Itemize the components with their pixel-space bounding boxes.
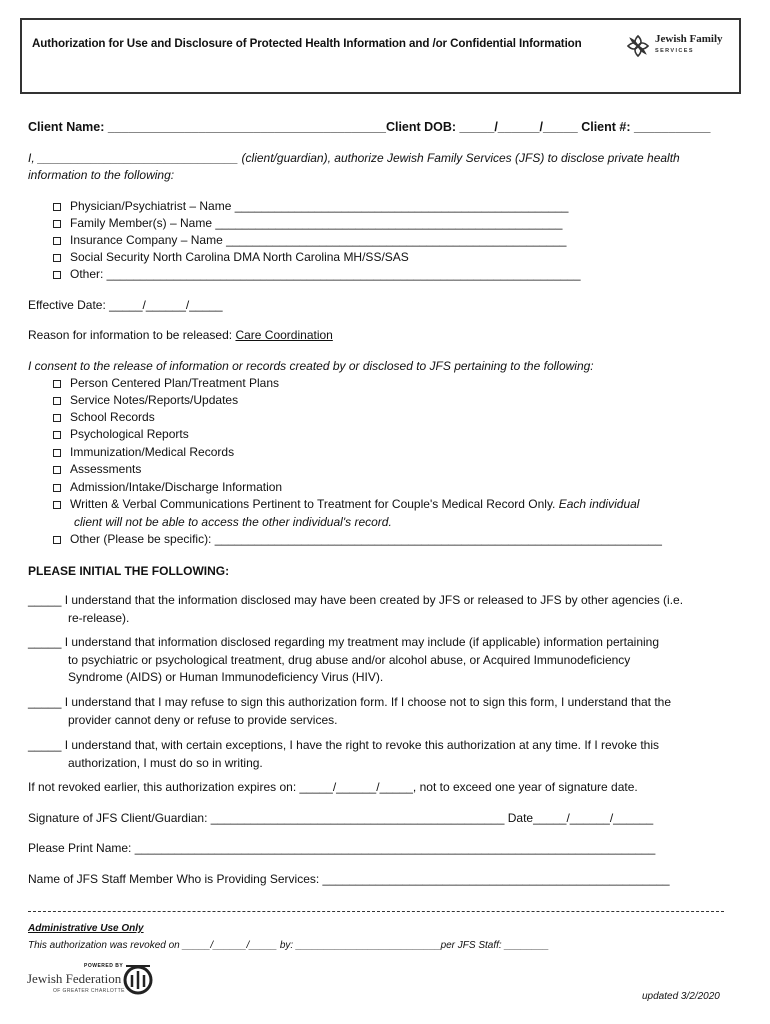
admin-revoke-line: This authorization was revoked on _____/______/_____ by: __________________________per JFS Staff: ________ <box>28 940 549 951</box>
consent-intro: I consent to the release of information or records created by or disclosed to JFS pertaining to the following: <box>28 359 594 373</box>
client-info-line: Client Name: ________________________________________Client DOB: _____/______/_____ Client #: ___________ <box>28 120 711 134</box>
divider <box>28 911 724 912</box>
initial-item-3: _____ I understand that I may refuse to sign this authorization form. If I choose not to sign this form, I understand that the <box>28 695 672 709</box>
record-item: Service Notes/Reports/Updates <box>53 393 238 407</box>
checkbox[interactable] <box>53 254 61 262</box>
federation-emblem-icon <box>122 963 154 997</box>
recipient-item: Social Security North Carolina DMA North Carolina MH/SS/SAS <box>53 250 409 264</box>
federation-name: Jewish Federation <box>27 971 122 986</box>
initial-item-3-cont: provider cannot deny or refuse to provide services. <box>68 713 338 727</box>
staff-member-line: Name of JFS Staff Member Who is Providing Services: ____________________________________________________ <box>28 872 670 886</box>
header-box <box>20 18 741 94</box>
checkbox[interactable] <box>53 271 61 279</box>
initial-item-2: _____ I understand that information disclosed regarding my treatment may include (if applicable) information pertaining <box>28 635 660 649</box>
admin-heading: Administrative Use Only <box>28 923 144 934</box>
logo-name: Jewish Family <box>655 33 723 45</box>
checkbox[interactable] <box>53 237 61 245</box>
checkbox[interactable] <box>53 380 61 388</box>
powered-by-text: POWERED BY <box>84 963 124 969</box>
record-item: Admission/Intake/Discharge Information <box>53 480 282 494</box>
checkbox[interactable] <box>53 501 61 509</box>
effective-date: Effective Date: _____/______/_____ <box>28 298 223 312</box>
signature-line: Signature of JFS Client/Guardian: ____________________________________________ Date_____/______/______ <box>28 811 654 825</box>
record-item: Assessments <box>53 462 141 476</box>
reason-value: Care Coordination <box>235 328 333 342</box>
record-item: Person Centered Plan/Treatment Plans <box>53 376 279 390</box>
checkbox[interactable] <box>53 203 61 211</box>
record-item-other: Other (Please be specific): ___________________________________________________________________ <box>53 532 662 546</box>
federation-sub: OF GREATER CHARLOTTE <box>53 988 125 994</box>
initial-item-1: _____ I understand that the information disclosed may have been created by JFS or released to JFS by other agencies (i.e. <box>28 593 684 607</box>
print-name-line: Please Print Name: ______________________________________________________________________________ <box>28 841 656 855</box>
checkbox[interactable] <box>53 414 61 422</box>
initial-item-4: _____ I understand that, with certain exceptions, I have the right to revoke this authorization at any time. If I revoke this <box>28 738 660 752</box>
form-title: Authorization for Use and Disclosure of Protected Health Information and /or Confidential Information <box>32 37 582 50</box>
checkbox[interactable] <box>53 449 61 457</box>
recipient-item: Physician/Psychiatrist – Name __________________________________________________ <box>53 199 568 213</box>
checkbox[interactable] <box>53 466 61 474</box>
jfs-logo <box>624 30 736 64</box>
initial-item-4-cont: authorization, I must do so in writing. <box>68 756 263 770</box>
checkbox[interactable] <box>53 536 61 544</box>
initial-item-2-cont2: Syndrome (AIDS) or Human Immunodeficiency Virus (HIV). <box>68 670 384 684</box>
jewish-federation-logo <box>27 963 157 999</box>
checkbox[interactable] <box>53 431 61 439</box>
jfs-flower-icon <box>624 32 652 60</box>
checkbox[interactable] <box>53 484 61 492</box>
initial-heading: PLEASE INITIAL THE FOLLOWING: <box>28 564 230 578</box>
record-item: Immunization/Medical Records <box>53 445 234 459</box>
initial-item-1-cont: re-release). <box>68 611 130 625</box>
record-item-written: Written & Verbal Communications Pertinent to Treatment for Couple's Medical Record Only. Each individual <box>53 497 639 511</box>
initial-item-2-cont: to psychiatric or psychological treatment, drug abuse and/or alcohol abuse, or Acquired Immunodeficiency <box>68 653 631 667</box>
checkbox[interactable] <box>53 220 61 228</box>
record-item: Psychological Reports <box>53 427 189 441</box>
record-item-written-line2: client will not be able to access the other individual's record. <box>74 515 392 529</box>
recipient-item: Other: _______________________________________________________________________ <box>53 267 581 281</box>
checkbox[interactable] <box>53 397 61 405</box>
expires-line: If not revoked earlier, this authorization expires on: _____/______/_____, not to exceed one year of signature date. <box>28 780 638 794</box>
recipient-item: Family Member(s) – Name ____________________________________________________ <box>53 216 562 230</box>
authorization-line-2: information to the following: <box>28 168 175 182</box>
reason-line: Reason for information to be released: Care Coordination <box>28 328 333 342</box>
logo-subtitle: SERVICES <box>655 48 694 54</box>
recipient-item: Insurance Company – Name ___________________________________________________ <box>53 233 566 247</box>
record-item: School Records <box>53 410 155 424</box>
updated-date: updated 3/2/2020 <box>642 991 720 1002</box>
authorization-line-1: I, ______________________________ (client/guardian), authorize Jewish Family Services (JFS) to disclose private health <box>28 151 680 165</box>
